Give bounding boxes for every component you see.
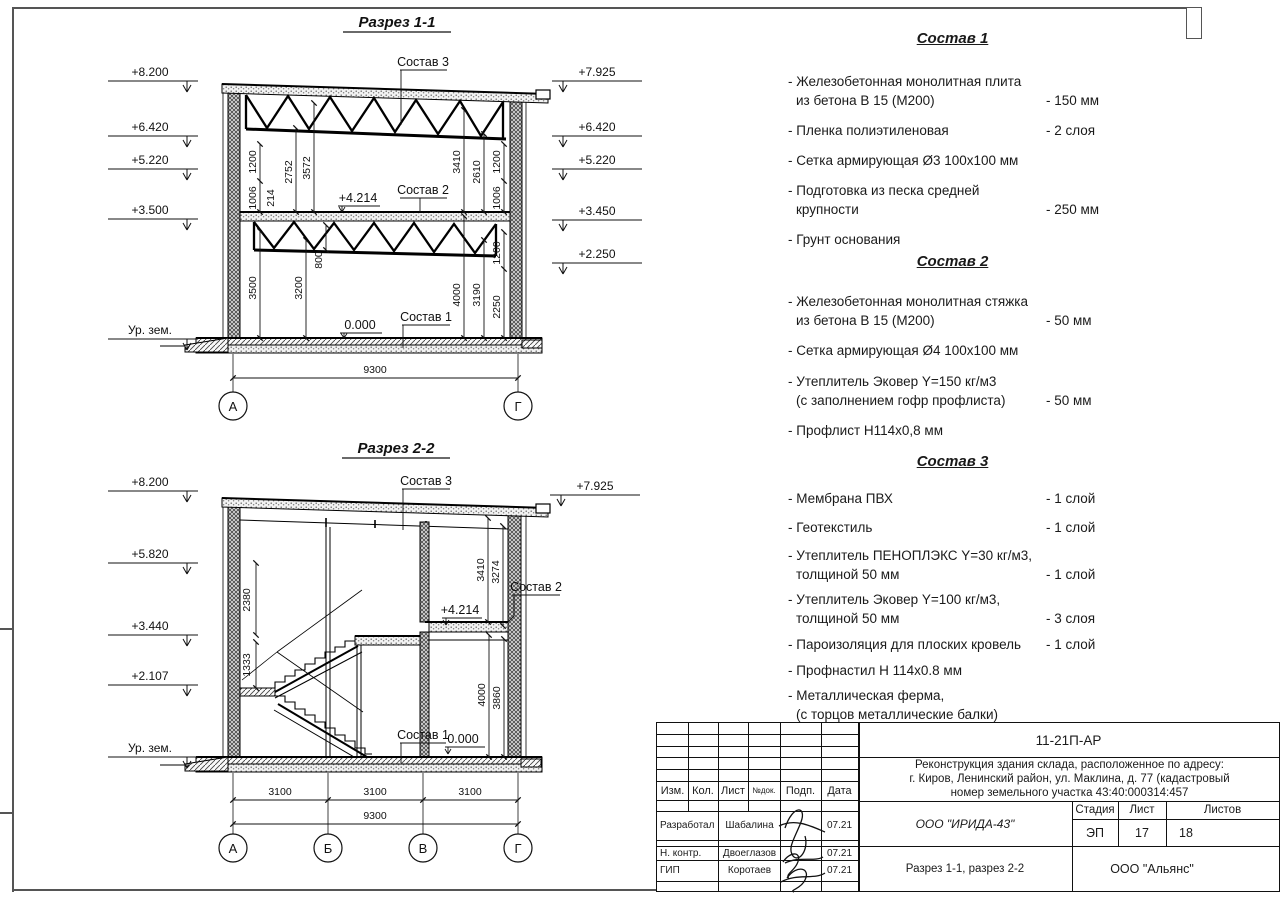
- stamp-name-ncontrol: Двоеглазов: [722, 847, 777, 859]
- stamp-doc-title: Разрез 1-1, разрез 2-2: [905, 862, 1025, 875]
- fold-mark-2: [0, 812, 12, 814]
- list-item: - Мембрана ПВХ - 1 слой: [788, 491, 1096, 506]
- svg-text:+7.925: +7.925: [576, 479, 614, 493]
- stamp-project-description: [860, 757, 1279, 801]
- svg-text:+5.820: +5.820: [131, 547, 169, 561]
- svg-text:Состав 2: Состав 2: [510, 580, 562, 594]
- svg-text:+6.420: +6.420: [578, 120, 616, 134]
- svg-text:Б: Б: [323, 841, 333, 856]
- section1-axes: [219, 392, 532, 420]
- stamp-date-developer: 07.21: [826, 820, 853, 831]
- stamp-col-list: Лист: [721, 784, 745, 797]
- svg-text:0.000: 0.000: [447, 732, 479, 746]
- list-item: - Железобетонная монолитная стяжка из бетона В 15 (М200) - 50 мм: [788, 294, 1092, 328]
- svg-text:+2.107: +2.107: [131, 669, 169, 683]
- list-item: - Сетка армирующая Ø4 100х100 мм: [788, 343, 1019, 358]
- section2-elevations-right: [550, 479, 640, 506]
- svg-text:Состав 3: Состав 3: [397, 55, 449, 69]
- list-item: - Сетка армирующая Ø3 100х100 мм: [788, 153, 1019, 168]
- svg-text:1200: 1200: [491, 241, 503, 265]
- svg-text:214: 214: [265, 189, 277, 207]
- signature-gip: [781, 869, 825, 892]
- svg-text:9300: 9300: [363, 810, 387, 822]
- svg-text:3100: 3100: [268, 786, 292, 798]
- stamp-listov-value: 18: [1179, 825, 1193, 840]
- list-item: - Профлист Н114х0,8 мм: [788, 423, 943, 438]
- frame-top: [12, 7, 1200, 9]
- svg-text:3572: 3572: [301, 156, 313, 180]
- project-line-2: г. Киров, Ленинский район, ул. Маклина, д. 77 (кадастровый: [909, 773, 1230, 785]
- signatures: [775, 800, 830, 892]
- svg-text:3100: 3100: [363, 786, 387, 798]
- svg-text:0.000: 0.000: [344, 318, 376, 332]
- svg-text:+6.420: +6.420: [131, 120, 169, 134]
- stamp-list-header: Лист: [1129, 804, 1155, 816]
- svg-text:2380: 2380: [241, 588, 253, 612]
- svg-text:А: А: [228, 399, 238, 414]
- svg-text:1006: 1006: [491, 186, 503, 210]
- svg-text:Ур. зем.: Ур. зем.: [127, 741, 173, 755]
- svg-text:3200: 3200: [293, 276, 305, 300]
- svg-text:2610: 2610: [471, 160, 483, 184]
- stamp-col-kol: Кол.: [692, 784, 714, 797]
- section1-title: Разрез 1-1: [358, 14, 436, 31]
- svg-text:В: В: [418, 841, 428, 856]
- list-item: - Утеплитель Эковер Y=100 кг/м3, толщиной 50 мм - 3 слоя: [788, 592, 1096, 626]
- svg-text:+3.450: +3.450: [578, 204, 616, 218]
- composition3-title: Состав 3: [916, 453, 989, 470]
- section2-elevations-left: [108, 475, 198, 768]
- list-item: - Металлическая ферма, (с торцов металлические балки): [788, 688, 998, 722]
- svg-text:4000: 4000: [451, 283, 463, 307]
- svg-text:А: А: [228, 841, 238, 856]
- stamp-org: ООО "ИРИДА-43": [915, 816, 1015, 831]
- svg-text:+4.214: +4.214: [338, 191, 378, 205]
- stamp-role-gip: ГИП: [660, 865, 680, 876]
- svg-text:2250: 2250: [491, 295, 503, 319]
- frame-left: [12, 7, 14, 892]
- svg-text:+2.250: +2.250: [578, 247, 616, 261]
- section-2-2-drawing: [90, 430, 660, 900]
- fold-mark-1: [0, 628, 12, 630]
- section2-title: Разрез 2-2: [357, 440, 435, 457]
- list-item: - Пленка полиэтиленовая - 2 слоя: [788, 123, 1096, 138]
- section2-axes: [219, 834, 532, 862]
- svg-text:9300: 9300: [363, 364, 387, 376]
- list-item: - Грунт основания: [788, 232, 901, 247]
- stamp-listov-header: Листов: [1203, 804, 1242, 816]
- stamp-role-developer: Разработал: [660, 820, 715, 831]
- stamp-stage-value: ЭП: [1086, 825, 1104, 840]
- svg-text:3500: 3500: [247, 276, 259, 300]
- svg-text:+7.925: +7.925: [578, 65, 616, 79]
- stamp-date-ncontrol: 07.21: [826, 847, 853, 859]
- stamp-role-ncontrol: Н. контр.: [660, 847, 702, 859]
- section-1-1-drawing: [90, 10, 660, 430]
- svg-text:+5.220: +5.220: [578, 153, 616, 167]
- section1-elevations-left: [108, 65, 198, 350]
- svg-text:+8.200: +8.200: [131, 475, 169, 489]
- svg-text:Состав 1: Состав 1: [400, 310, 452, 324]
- signature-developer: [779, 810, 825, 858]
- list-item: - Железобетонная монолитная плита из бетона В 15 (М200) - 150 мм: [788, 74, 1100, 108]
- svg-text:4000: 4000: [476, 683, 488, 707]
- list-item: - Утеплитель Эковер Y=150 кг/м3 (с заполнением гофр профлиста) - 50 мм: [788, 374, 1092, 408]
- svg-text:Г: Г: [514, 841, 522, 856]
- svg-text:3274: 3274: [490, 560, 502, 584]
- list-item: - Профнастил Н 114х0.8 мм: [788, 663, 962, 678]
- svg-text:3100: 3100: [458, 786, 482, 798]
- stamp-document-code: 11-21П-АР: [1035, 732, 1102, 748]
- svg-text:1200: 1200: [247, 150, 259, 174]
- svg-text:+5.220: +5.220: [131, 153, 169, 167]
- sheet-corner-box: [1186, 7, 1202, 39]
- stamp-name-developer: Шабалина: [725, 820, 774, 831]
- svg-text:2752: 2752: [283, 160, 295, 184]
- svg-text:3410: 3410: [475, 558, 487, 582]
- project-line-3: номер земельного участка 43:40:000314:457: [950, 787, 1189, 799]
- list-item: - Утеплитель ПЕНОПЛЭКС Y=30 кг/м3, толщиной 50 мм - 1 слой: [788, 548, 1096, 582]
- title-block: [656, 722, 1280, 892]
- list-item: - Пароизоляция для плоских кровель - 1 слой: [788, 637, 1096, 652]
- svg-text:Состав 3: Состав 3: [400, 474, 452, 488]
- svg-text:+8.200: +8.200: [131, 65, 169, 79]
- svg-text:Состав 2: Состав 2: [397, 183, 449, 197]
- svg-text:Ур. зем.: Ур. зем.: [127, 323, 173, 337]
- composition1-title: Состав 1: [916, 30, 989, 47]
- stamp-date-gip: 07.21: [826, 865, 853, 876]
- stamp-stage-header: Стадия: [1075, 804, 1115, 816]
- svg-text:3190: 3190: [471, 283, 483, 307]
- composition2-title: Состав 2: [916, 253, 989, 270]
- stamp-name-gip: Коротаев: [727, 865, 772, 876]
- stamp-col-ndok: №док.: [752, 786, 776, 795]
- svg-text:1333: 1333: [241, 653, 253, 677]
- list-item: - Подготовка из песка средней крупности - 250 мм: [788, 183, 1100, 217]
- section1-elevations-right: [552, 65, 642, 274]
- project-line-1: Реконструкция здания склада, расположенное по адресу:: [914, 759, 1224, 771]
- stamp-col-data: Дата: [827, 784, 852, 797]
- svg-text:Г: Г: [514, 399, 522, 414]
- svg-text:1006: 1006: [247, 186, 259, 210]
- svg-text:Состав 1: Состав 1: [397, 728, 449, 742]
- svg-text:+4.214: +4.214: [440, 603, 480, 617]
- list-item: - Геотекстиль - 1 слой: [788, 520, 1096, 535]
- stamp-col-izm: Изм.: [660, 784, 685, 797]
- svg-text:1200: 1200: [491, 150, 503, 174]
- stamp-col-podp: Подп.: [785, 784, 816, 797]
- svg-text:3860: 3860: [491, 686, 503, 710]
- svg-text:3410: 3410: [451, 150, 463, 174]
- stamp-firm: ООО "Альянс": [1110, 861, 1194, 876]
- section2-structure: [160, 498, 550, 772]
- svg-text:+3.500: +3.500: [131, 203, 169, 217]
- stamp-list-value: 17: [1135, 825, 1149, 840]
- svg-text:800: 800: [313, 251, 325, 269]
- svg-text:+3.440: +3.440: [131, 619, 169, 633]
